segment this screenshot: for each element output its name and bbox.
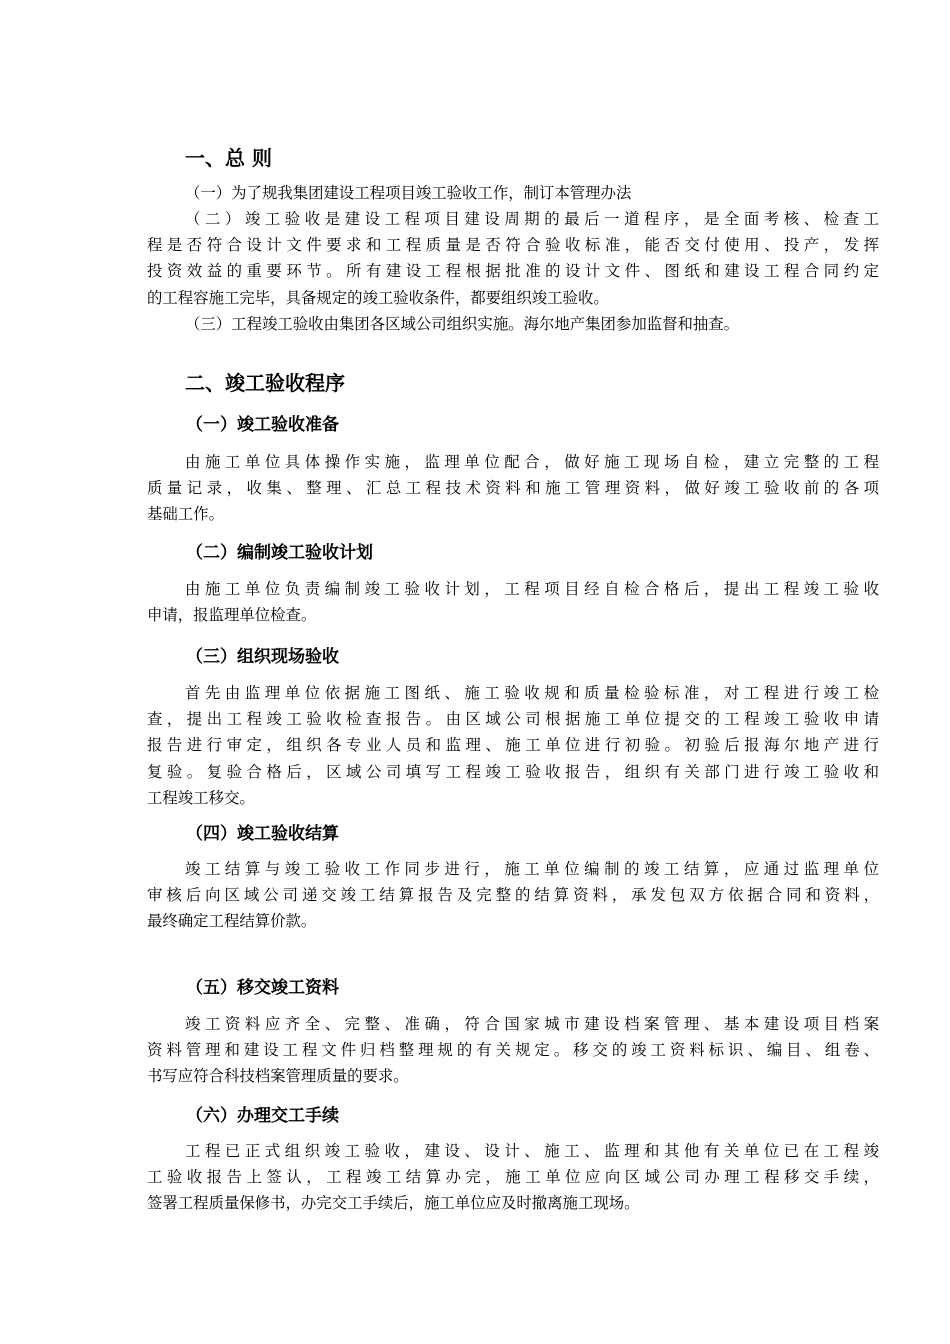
text-line: 资料管理和建设工程文件归档整理规的有关规定。移交的竣工资料标识、编目、组卷、 (147, 1041, 879, 1060)
text-line: 复验。复验合格后，区域公司填写工程竣工验收报告，组织有关部门进行竣工验收和 (147, 762, 879, 781)
text-line: 质量记录，收集、整理、汇总工程技术资料和施工管理资料，做好竣工验收前的各项 (147, 479, 879, 498)
section-1-item-3 (147, 311, 879, 337)
text-line: 最终确定工程结算价款。 (147, 912, 317, 931)
text-line: 查，提出工程竣工验收检查报告。由区域公司根据施工单位提交的工程竣工验收申请 (147, 710, 879, 729)
text-line: 的工程容施工完毕，具备规定的竣工验收条件，都要组织竣工验收。 (147, 288, 609, 307)
subsection-3-body (147, 680, 879, 811)
subsection-4-heading: （四）竣工验收结算 (186, 824, 339, 844)
section-2-heading: 二、竣工验收程序 (185, 371, 345, 395)
text-line: 由施工单位负责编制竣工验收计划，工程项目经自检合格后，提出工程竣工验收 (185, 580, 879, 598)
section-1-heading: 一、总 则 (185, 146, 272, 170)
text-line: 程是否符合设计文件要求和工程质量是否符合验收标准，能否交付使用、投产，发挥 (147, 236, 879, 255)
text-line: 工程已正式组织竣工验收，建设、设计、施工、监理和其他有关单位已在工程竣 (185, 1142, 879, 1160)
subsection-1-body (147, 449, 879, 528)
section-1-item-1 (147, 180, 879, 206)
subsection-1-heading: （一）竣工验收准备 (186, 415, 339, 435)
text-line: 签署工程质量保修书，办完交工手续后，施工单位应及时撤离施工现场。 (147, 1194, 640, 1213)
text-line: 竣工资料应齐全、完整、准确，符合国家城市建设档案管理、基本建设项目档案 (185, 1015, 879, 1033)
section-1-item-2 (147, 206, 879, 311)
text-line: 工程竣工移交。 (147, 788, 255, 807)
text-line: 由施工单位具体操作实施，监理单位配合，做好施工现场自检，建立完整的工程 (185, 453, 879, 471)
text-line: 首先由监理单位依据施工图纸、施工验收规和质量检验标准，对工程进行竣工检 (185, 684, 879, 702)
text-line: 工验收报告上签认，工程竣工结算办完，施工单位应向区域公司办理工程移交手续， (147, 1168, 879, 1187)
text-line: （二）竣工验收是建设工程项目建设周期的最后一道程序，是全面考核、检查工 (185, 210, 879, 228)
text-line: 投资效益的重要环节。所有建设工程根据批准的设计文件、图纸和建设工程合同约定 (147, 262, 879, 281)
subsection-6-body (147, 1138, 879, 1217)
text-line: 审核后向区域公司递交竣工结算报告及完整的结算资料，承发包双方依据合同和资料， (147, 886, 879, 905)
text-line: 申请，报监理单位检查。 (147, 606, 317, 625)
text-line: 基础工作。 (147, 505, 224, 524)
subsection-3-heading: （三）组织现场验收 (186, 647, 339, 667)
text-line: 报告进行审定，组织各专业人员和监理、施工单位进行初验。初验后报海尔地产进行 (147, 736, 879, 755)
text-line: （一）为了规我集团建设工程项目竣工验收工作，制订本管理办法 (185, 184, 632, 202)
subsection-2-body (147, 576, 879, 628)
subsection-4-body (147, 856, 879, 935)
subsection-2-heading: （二）编制竣工验收计划 (186, 543, 373, 563)
subsection-5-body (147, 1011, 879, 1090)
subsection-6-heading: （六）办理交工手续 (186, 1106, 339, 1126)
text-line: （三）工程竣工验收由集团各区域公司组织实施。海尔地产集团参加监督和抽查。 (185, 315, 740, 333)
subsection-5-heading: （五）移交竣工资料 (186, 978, 339, 998)
text-line: 竣工结算与竣工验收工作同步进行，施工单位编制的竣工结算，应通过监理单位 (185, 860, 879, 878)
text-line: 书写应符合科技档案管理质量的要求。 (147, 1067, 409, 1086)
